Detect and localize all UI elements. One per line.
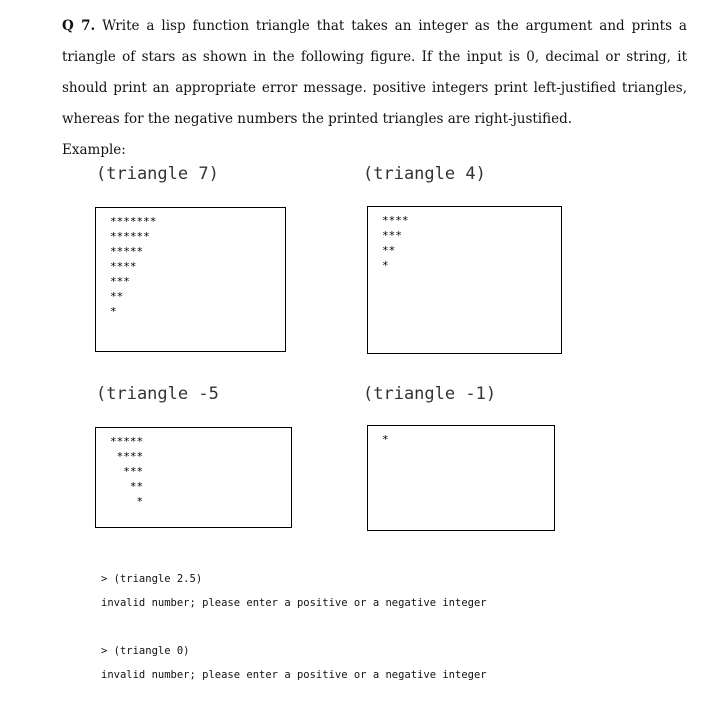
question-text: Write a lisp function triangle that takes an integer as the argument and prints a triangle of stars as shown in the following figure. If the input is 0, decimal or string, it should print an appropriate error message. positive integers print left-justified triangles, whereas for the negative numbers the printed triangles are right-justified.	[62, 18, 687, 127]
example-call-triangle-neg5: (triangle -5	[96, 384, 219, 404]
example-output-box-triangle-7	[95, 207, 286, 352]
example-output-box-triangle-neg5	[95, 427, 292, 528]
example-output-triangle-7: ******* ****** ***** **** *** ** *	[110, 215, 157, 318]
example-output-triangle-neg1: *	[382, 433, 389, 446]
example-call-triangle-neg1: (triangle -1)	[363, 384, 497, 404]
repl-input-zero: > (triangle 0)	[101, 645, 190, 657]
example-output-box-triangle-neg1	[367, 425, 555, 531]
repl-input-decimal: > (triangle 2.5)	[101, 573, 203, 585]
repl-output-decimal-error: invalid number; please enter a positive or a negative integer	[101, 597, 487, 609]
example-output-box-triangle-4	[367, 206, 562, 354]
question-paragraph	[62, 11, 687, 135]
repl-output-zero-error: invalid number; please enter a positive or a negative integer	[101, 669, 487, 681]
question-number: Q 7.	[62, 18, 96, 34]
example-output-triangle-neg5: ***** **** *** ** *	[110, 435, 144, 508]
example-call-triangle-7: (triangle 7)	[96, 164, 219, 184]
example-output-triangle-4: **** *** ** *	[382, 214, 409, 272]
example-label: Example:	[62, 142, 126, 158]
example-call-triangle-4: (triangle 4)	[363, 164, 486, 184]
